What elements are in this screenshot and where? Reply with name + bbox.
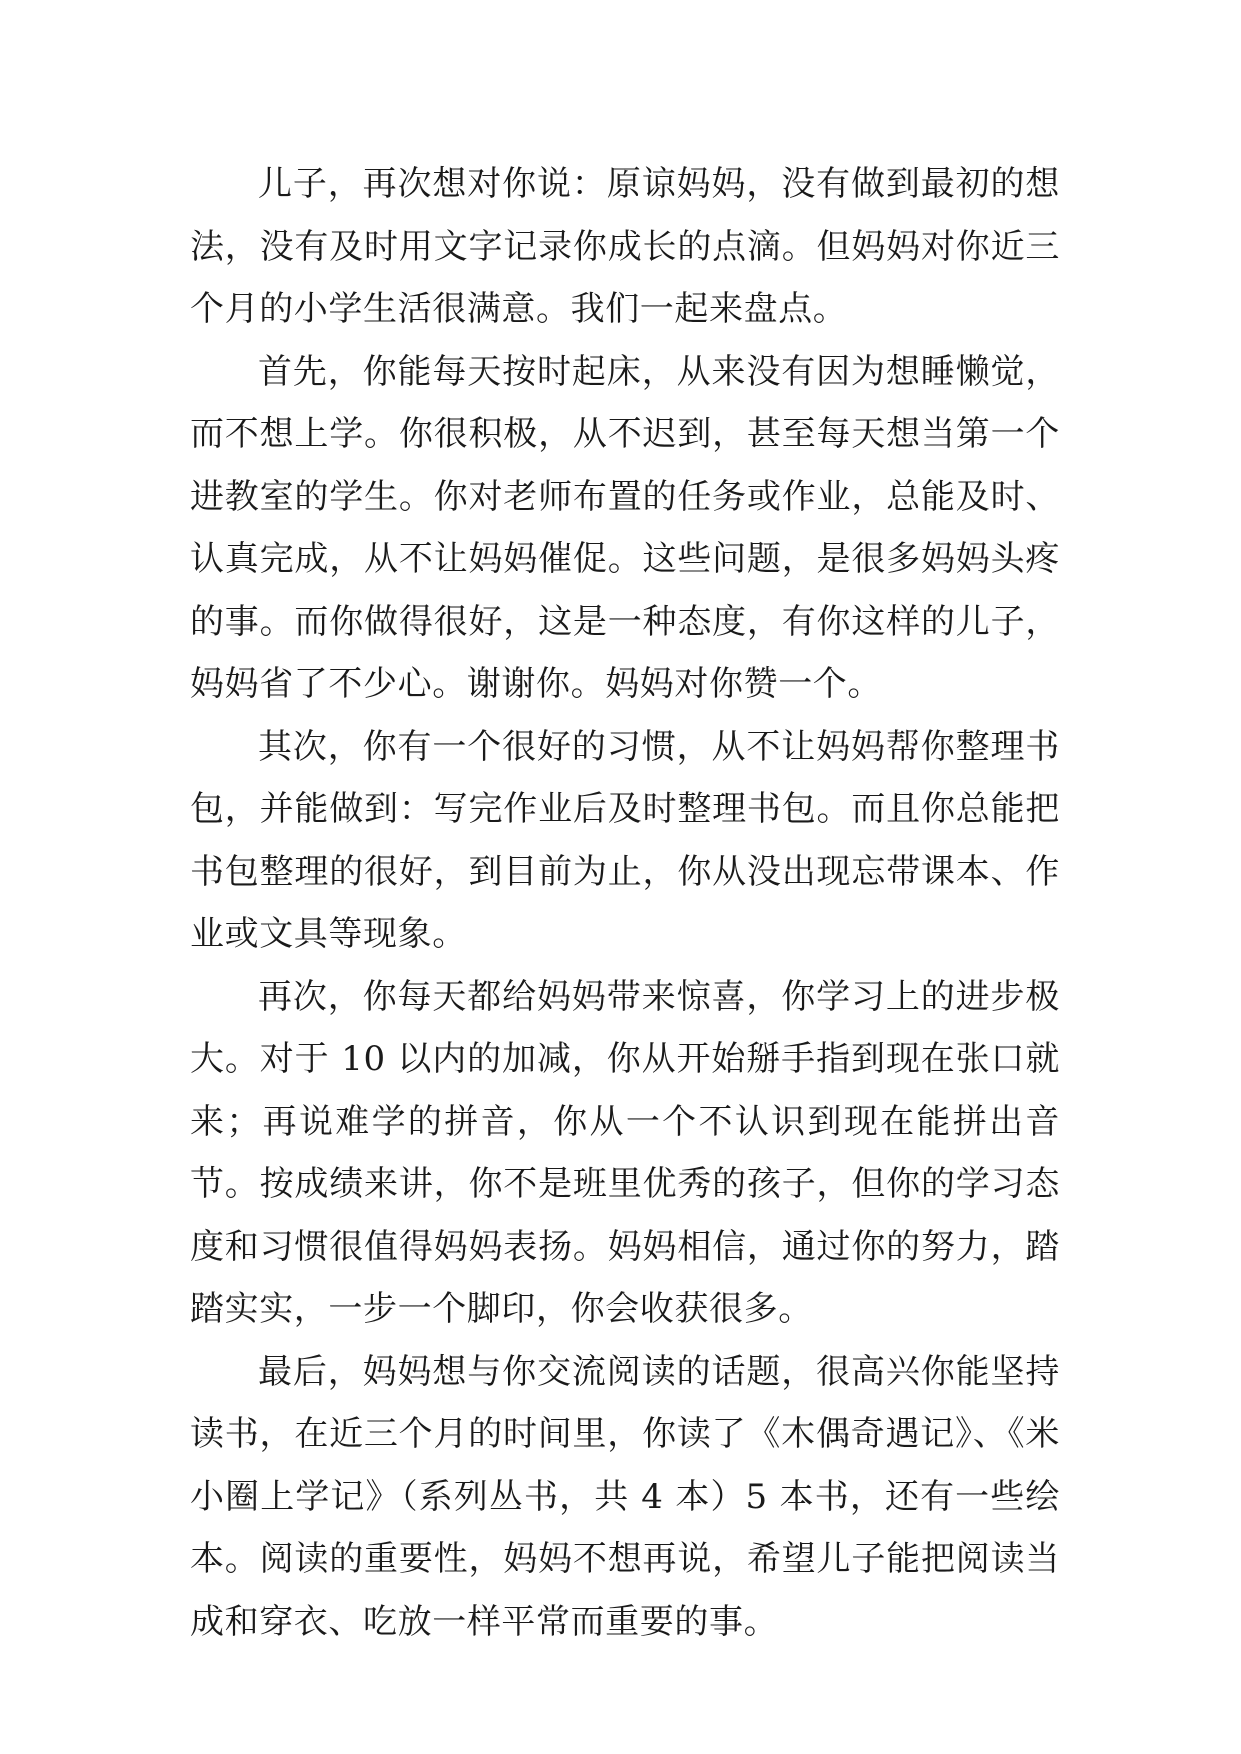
paragraph-intro: 儿子，再次想对你说：原谅妈妈，没有做到最初的想法，没有及时用文字记录你成长的点滴。但妈妈对你近三个月的小学生活很满意。我们一起来盘点。	[190, 164, 1060, 329]
paragraph-first-point: 首先，你能每天按时起床，从来没有因为想睡懒觉，而不想上学。你很积极，从不迟到，甚至每天想当第一个进教室的学生。你对老师布置的任务或作业，总能及时、认真完成，从不让妈妈催促。这些问题，是很多妈妈头疼的事。而你做得很好，这是一种态度，有你这样的儿子，妈妈省了不少心。谢谢你。妈妈对你赞一个。	[190, 351, 1060, 704]
letter-body	[190, 153, 1060, 1653]
paragraph-final-point: 最后，妈妈想与你交流阅读的话题，很高兴你能坚持读书，在近三个月的时间里，你读了《木偶奇遇记》、《米小圈上学记》（系列丛书，共 4 本）5 本书，还有一些绘本。阅读的重要性，妈妈不想再说，希望儿子能把阅读当成和穿衣、吃放一样平常而重要的事。	[190, 1351, 1060, 1642]
paragraph-second-point: 其次，你有一个很好的习惯，从不让妈妈帮你整理书包，并能做到：写完作业后及时整理书包。而且你总能把书包整理的很好，到目前为止，你从没出现忘带课本、作业或文具等现象。	[190, 726, 1060, 954]
paragraph-third-point: 再次，你每天都给妈妈带来惊喜，你学习上的进步极大。对于 10 以内的加减，你从开始掰手指到现在张口就来；再说难学的拼音，你从一个不认识到现在能拼出音节。按成绩来讲，你不是班里优秀的孩子，但你的学习态度和习惯很值得妈妈表扬。妈妈相信，通过你的努力，踏踏实实，一步一个脚印，你会收获很多。	[190, 976, 1060, 1329]
